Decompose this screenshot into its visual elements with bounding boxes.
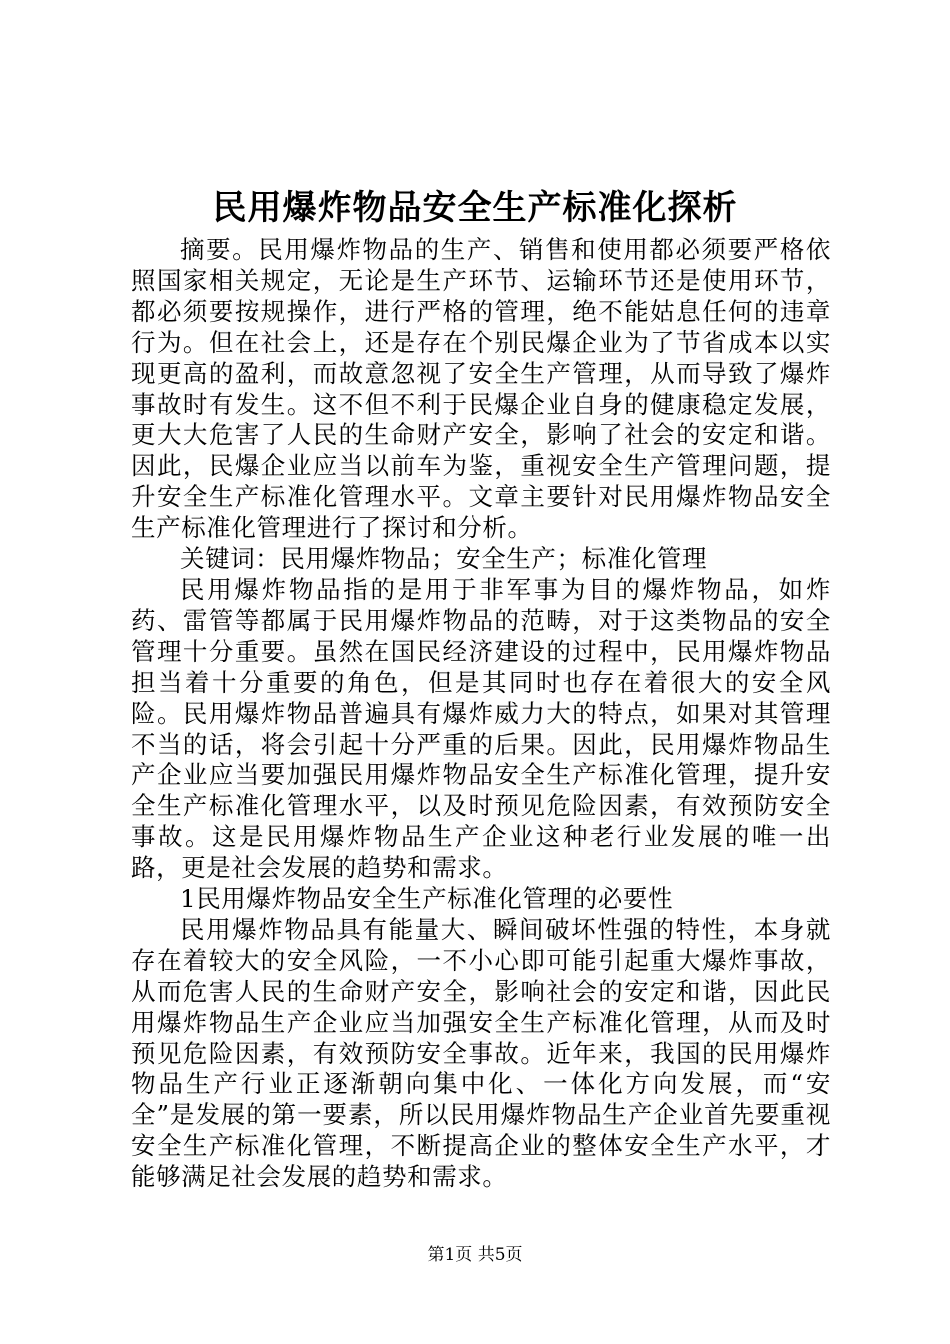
page-footer: 第1页 共5页 [427,1245,523,1265]
keywords-line: 关键词：民用爆炸物品；安全生产；标准化管理 [180,544,708,574]
section-1-paragraph: 民用爆炸物品具有能量大、瞬间破坏性强的特性，本身就存在着较大的安全风险，一不小心即可能引起重大爆炸事故，从而危害人民的生命财产安全，影响社会的安定和谐，因此民用爆炸物品生产企业应当加强安全生产标准化管理，从而及时预见危险因素，有效预防安全事故。近年来，我国的民用爆炸物品生产行业正逐渐朝向集中化、一体化方向发展，而“安全”是发展的第一要素，所以民用爆炸物品生产企业首先要重视安全生产标准化管理，不断提高企业的整体安全生产水平，才能够满足社会发展的趋势和需求。 [131,914,831,1192]
document-title: 民用爆炸物品安全生产标准化探析 [212,188,738,228]
abstract-paragraph: 摘要。民用爆炸物品的生产、销售和使用都必须要严格依照国家相关规定，无论是生产环节、运输环节还是使用环节，都必须要按规操作，进行严格的管理，绝不能姑息任何的违章行为。但在社会上，还是存在个别民爆企业为了节省成本以实现更高的盈利，而故意忽视了安全生产管理，从而导致了爆炸事故时有发生。这不但不利于民爆企业自身的健康稳定发展，更大大危害了人民的生命财产安全，影响了社会的安定和谐。因此，民爆企业应当以前车为鉴，重视安全生产管理问题，提升安全生产标准化管理水平。文章主要针对民用爆炸物品安全生产标准化管理进行了探讨和分析。 [131,235,831,543]
intro-paragraph: 民用爆炸物品指的是用于非军事为目的爆炸物品，如炸药、雷管等都属于民用爆炸物品的范畴，对于这类物品的安全管理十分重要。虽然在国民经济建设的过程中，民用爆炸物品担当着十分重要的角色，但是其同时也存在着很大的安全风险。民用爆炸物品普遍具有爆炸威力大的特点，如果对其管理不当的话，将会引起十分严重的后果。因此，民用爆炸物品生产企业应当要加强民用爆炸物品安全生产标准化管理，提升安全生产标准化管理水平，以及时预见危险因素，有效预防安全事故。这是民用爆炸物品生产企业这种老行业发展的唯一出路，更是社会发展的趋势和需求。 [131,574,831,883]
section-heading-1: 1民用爆炸物品安全生产标准化管理的必要性 [180,884,674,914]
document-body [131,235,831,1193]
